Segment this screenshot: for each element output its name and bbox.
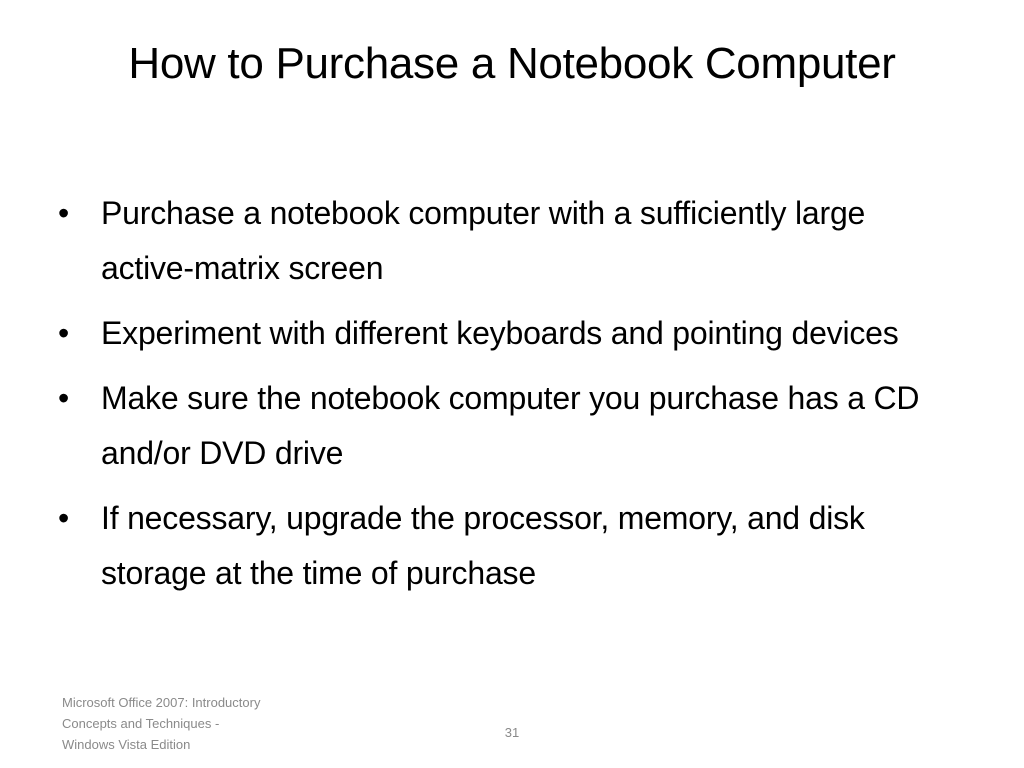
bullet-item xyxy=(58,186,958,296)
bullet-point-icon: • xyxy=(58,315,70,351)
footer-source-text: Microsoft Office 2007: Introductory Concepts and Techniques - Windows Vista Edition xyxy=(62,695,261,752)
slide-title: How to Purchase a Notebook Computer xyxy=(128,39,896,88)
bullet-item xyxy=(58,491,958,601)
bullet-point-icon: • xyxy=(58,195,70,231)
bullet-text: Purchase a notebook computer with a sufficiently large active-matrix screen xyxy=(101,195,866,286)
bullet-text: If necessary, upgrade the processor, memory, and disk storage at the time of purchase xyxy=(101,500,865,591)
bullet-list xyxy=(58,186,958,611)
bullet-text: Make sure the notebook computer you purchase has a CD and/or DVD drive xyxy=(101,380,920,471)
page-number: 31 xyxy=(504,725,520,740)
bullet-point-icon: • xyxy=(58,380,70,416)
bullet-item xyxy=(58,371,958,481)
bullet-item xyxy=(58,306,958,361)
bullet-point-icon: • xyxy=(58,500,70,536)
bullet-text: Experiment with different keyboards and pointing devices xyxy=(101,315,899,351)
